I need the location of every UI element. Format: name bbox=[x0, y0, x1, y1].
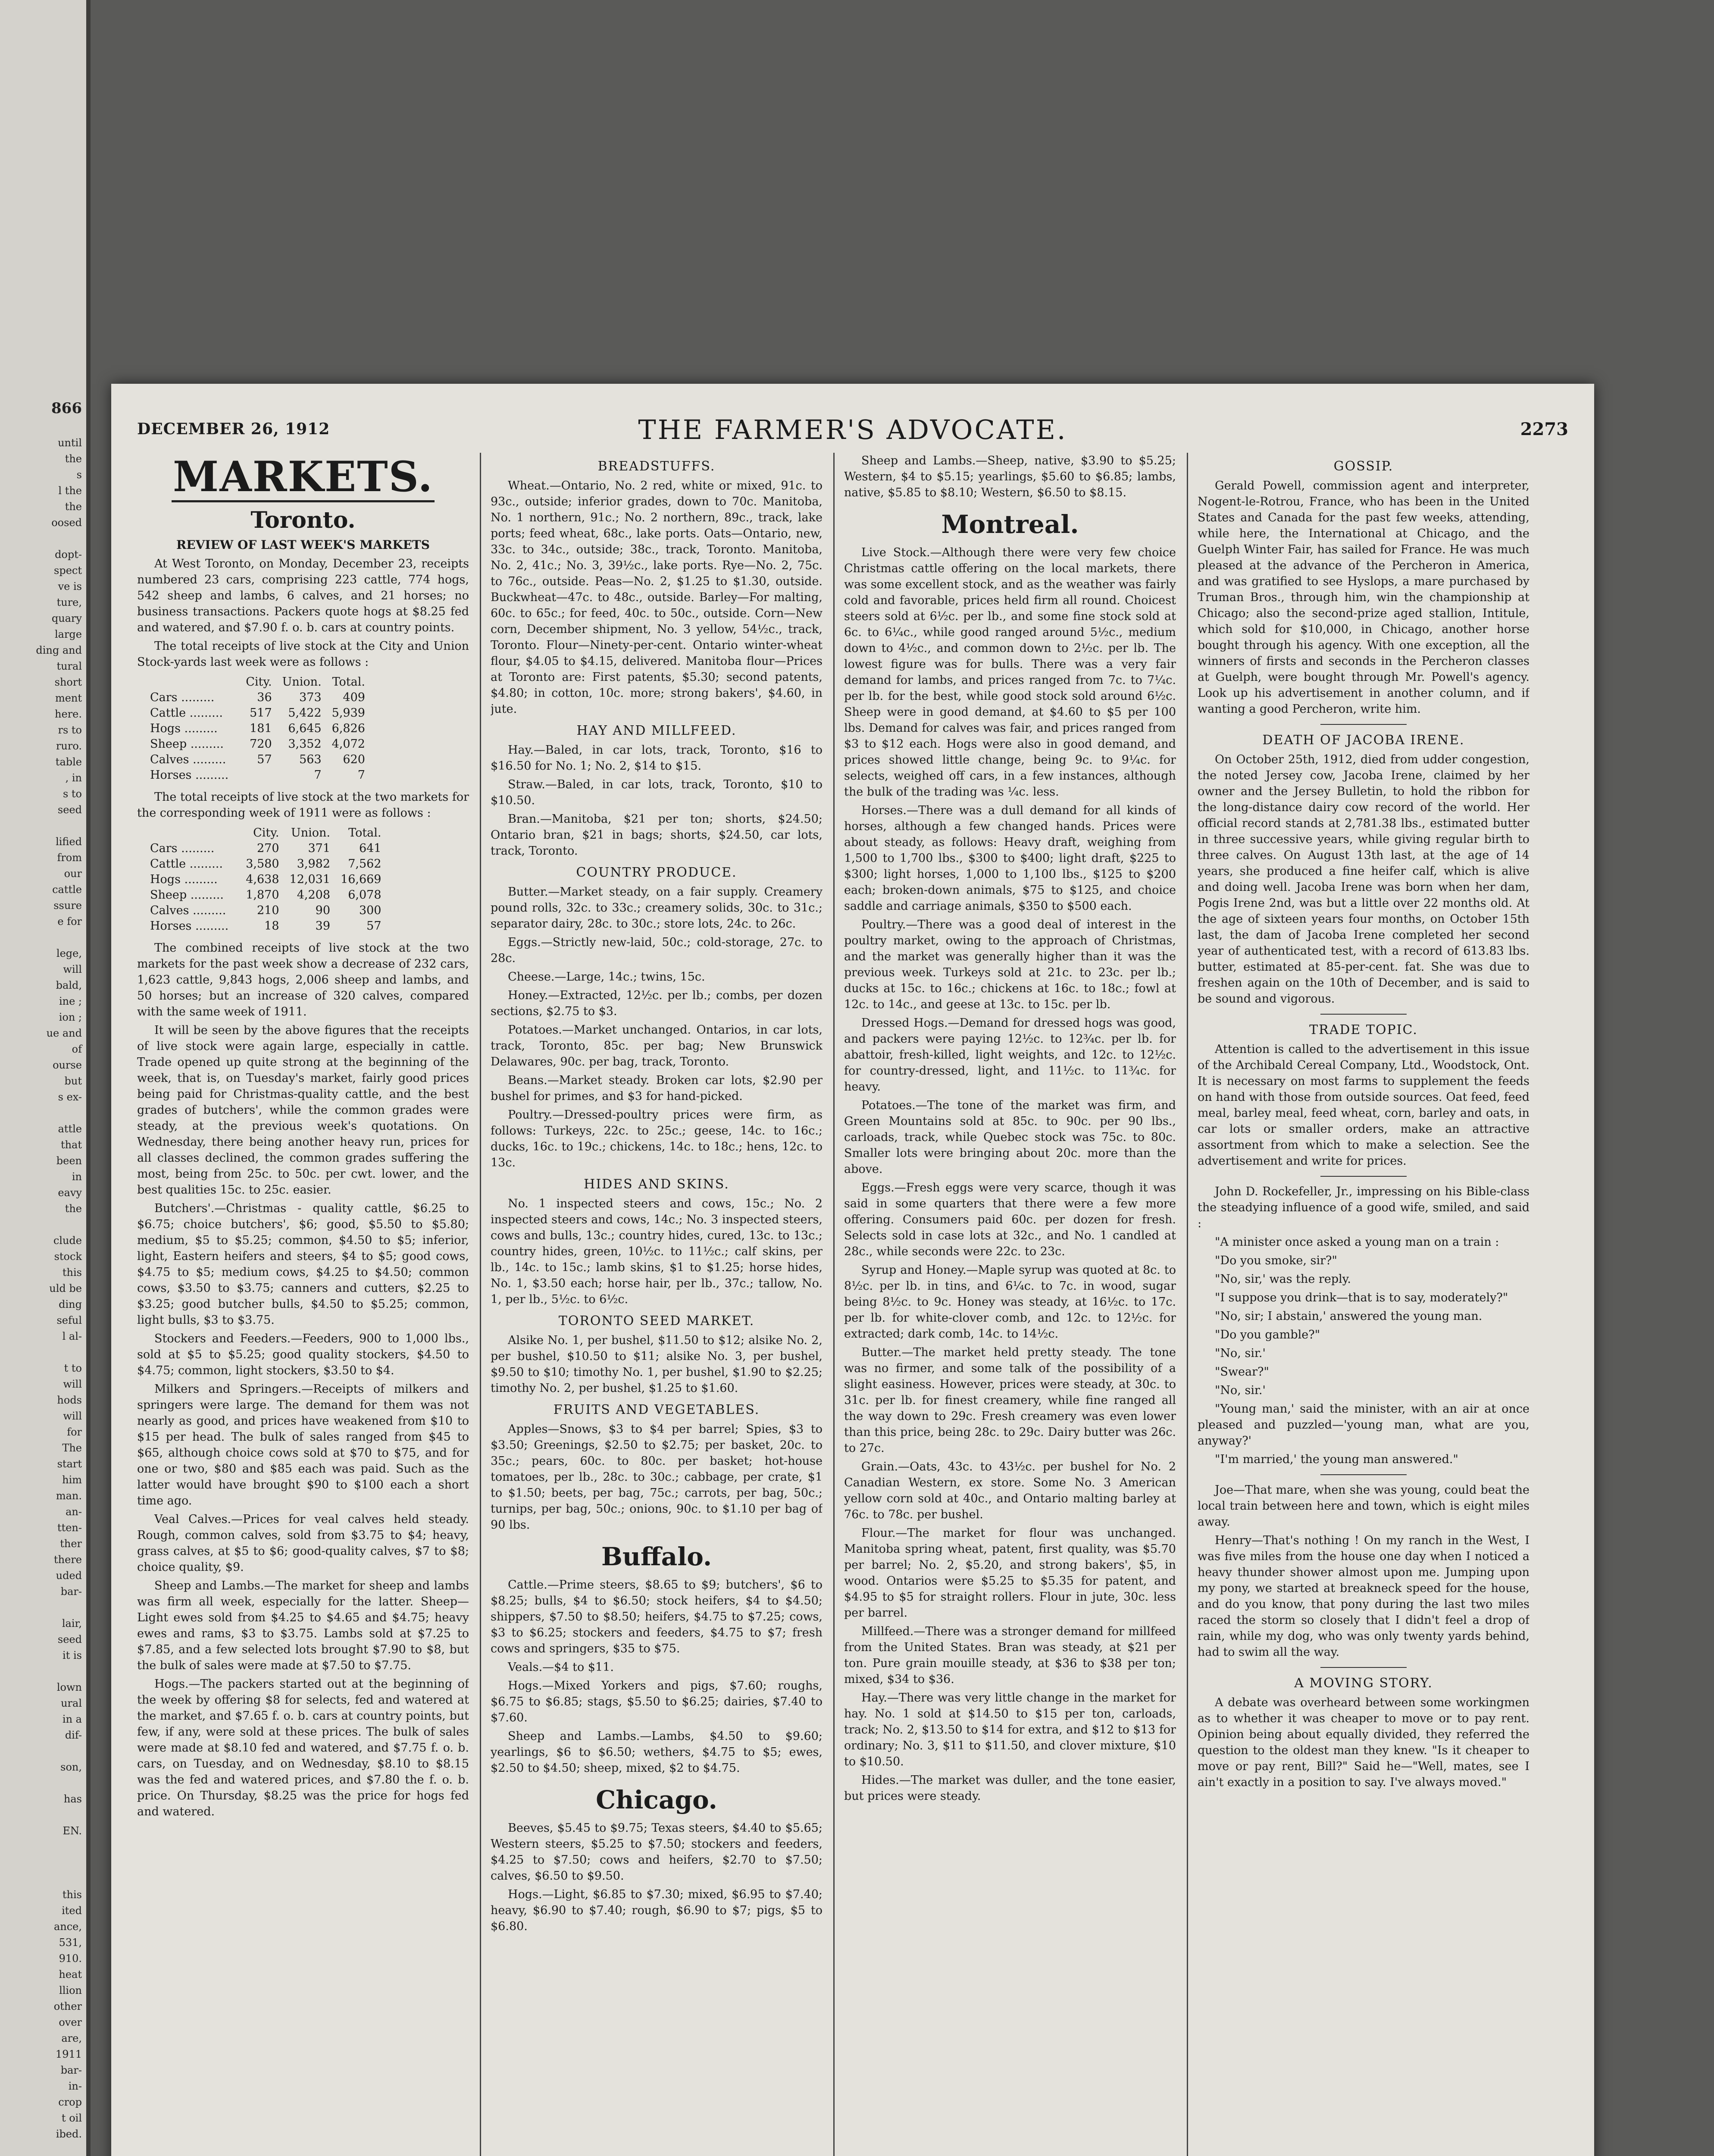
facing-page-fragment: tural bbox=[56, 660, 82, 672]
facing-page-fragment: been bbox=[56, 1155, 82, 1167]
city-heading-montreal: Montreal. bbox=[941, 510, 1079, 539]
issue-date: DECEMBER 26, 1912 bbox=[137, 420, 330, 438]
article-paragraph: Horses.—There was a dull demand for all kinds of horses, although a few changed hands. Prices were about steady, as follows: Heavy draft, weighing from 1,500 to 1,700 lbs., $300 to $400; light draft, $225 to $300; light horses, 1,000 to 1,100 lbs., $125 to $200 each; broken-down animals, $75 to $125, and choice saddle and carriage animals, $350 to $500 each. bbox=[844, 804, 1176, 913]
row-label: Horses ......... bbox=[150, 919, 229, 933]
article-paragraph: Veal Calves.—Prices for veal calves held steady. Rough, common calves, sold from $3.75 to $4; heavy, grass calves, at $5 to $6; good-quality calves, $7 to $8; choice quality, $9. bbox=[137, 1513, 469, 1574]
row-label: Cars ......... bbox=[150, 691, 215, 704]
facing-page-fragment: will bbox=[63, 963, 82, 975]
article-paragraph: Milkers and Springers.—Receipts of milkers and springers were large. The demand for them was not nearly as good, and prices have weakened from $10 to $15 per head. The bulk of sales ranged from $45 to $65, although choice cows sold at $70 to $75, and for one or two, $80 and $85 each was paid. Such as the latter would have brought $90 to $100 each a short time ago. bbox=[137, 1382, 469, 1507]
facing-page-fragment: has bbox=[63, 1793, 82, 1805]
article-paragraph: Honey.—Extracted, 12½c. per lb.; combs, per dozen sections, $2.75 to $3. bbox=[491, 989, 823, 1018]
cell: 270 bbox=[256, 842, 279, 855]
facing-page-fragment: short bbox=[54, 676, 82, 688]
cell bbox=[246, 768, 282, 783]
cell: 18 bbox=[264, 919, 279, 933]
facing-page-fragment: seed bbox=[57, 804, 82, 816]
article-paragraph: Beans.—Market steady. Broken car lots, $2.90 per bushel for primes, and $3 for hand-picked. bbox=[491, 1074, 823, 1103]
facing-page-fragment: The bbox=[62, 1442, 82, 1454]
facing-page-fragment: crop bbox=[58, 2096, 82, 2108]
row-label: Cattle ......... bbox=[150, 857, 223, 871]
cell: 6,826 bbox=[332, 722, 365, 735]
facing-page-fragment: ine ; bbox=[59, 995, 82, 1007]
article-paragraph: Live Stock.—Although there were very few choice Christmas cattle offering on the local markets, there was some excellent stock, and as the weather was fairly cold and favorable, prices held firm all round. Choicest steers sold at 6½c. per lb., and some fine stock sold at 6c. to 6¼c., while good ranged around 5½c., medium down to 4½c., and common down to 2½c. per lb. The lowest figure was for bulls. There was a very fair demand for lambs, and prices ranged from 7c. to 7¼c. per lb. for the best, while good stock sold around 6½c. Sheep were in good demand, at $4.60 to $5 per 100 lbs. Demand for calves was fair, and prices ranged from $3 to $12 each. Hogs were also in good demand, and prices showed little change, being 9c. to 9¼c. for selects, weighed off cars, in a few instances, although the bulk of the trading was ¼c. less. bbox=[844, 546, 1176, 799]
receipts-intro: The total receipts of live stock at the City and Union Stock-yards last week were as follows : bbox=[137, 639, 469, 669]
article-paragraph: Alsike No. 1, per bushel, $11.50 to $12; alsike No. 2, per bushel, $10.50 to $11; alsike No. 3, per bushel, $9.50 to $10; timothy No. 1, per bushel, $1.90 to $2.25; timothy No. 2, per bushel, $1.25 to $1.60. bbox=[491, 1334, 823, 1395]
cell: 620 bbox=[343, 753, 365, 766]
article-paragraph: Hogs.—Light, $6.85 to $7.30; mixed, $6.95 to $7.40; heavy, $6.90 to $7.40; rough, $6.90 to $7; pigs, $5 to $6.80. bbox=[491, 1888, 823, 1933]
article-paragraph: Sheep and Lambs.—Sheep, native, $3.90 to $5.25; Western, $4 to $5.15; yearlings, $5.60 to $6.85; lambs, native, $5.85 to $8.10; Western, $6.50 to $8.15. bbox=[844, 454, 1176, 499]
facing-page-fragment: oosed bbox=[51, 517, 82, 529]
facing-page-fragment: s bbox=[76, 469, 82, 481]
article-paragraph: Gerald Powell, commission agent and interpreter, Nogent-le-Rotrou, France, who has been in the United States and Canada for the past few weeks, attending, while here, the International at Chicago, and the Guelph Winter Fair, has sailed for France. He was much pleased at the advance of the Percheron in America, and was gratified to see Hyslops, a mare purchased by Truman Bros., through him, win the championship at Chicago; also the second-prize aged stallion, Intitule, which sold for $10,000, in Chicago, another horse bought through his agency. With one exception, all the winners of firsts and seconds in the Percheron classes at Guelph, were bought through Mr. Powell's agency. Look up his advertisement in another column, and if wanting a good Percheron, write him. bbox=[1198, 479, 1529, 716]
facing-page-fragment: will bbox=[63, 1410, 82, 1422]
dialogue-line: "Young man,' said the minister, with an air at once pleased and puzzled—'young man, what are you, anyway?' bbox=[1198, 1402, 1529, 1448]
row-label: Cattle ......... bbox=[150, 706, 223, 720]
facing-page-fragment: cattle bbox=[52, 884, 82, 896]
facing-page-fragment: an- bbox=[66, 1506, 82, 1518]
table-row bbox=[150, 903, 392, 918]
page-number: 2273 bbox=[1520, 419, 1568, 439]
table-row bbox=[150, 705, 375, 721]
row-label: Hogs ......... bbox=[150, 873, 218, 886]
cell: 12,031 bbox=[289, 873, 331, 886]
facing-page-fragment: lege, bbox=[56, 947, 82, 959]
section-heading-trade: TRADE TOPIC. bbox=[1309, 1022, 1418, 1037]
facing-page-fragment: s ex- bbox=[58, 1091, 82, 1103]
facing-page-fragment: spect bbox=[54, 564, 82, 577]
facing-page-fragment: ibed. bbox=[56, 2128, 82, 2140]
cell: 3,982 bbox=[297, 857, 331, 871]
table-row bbox=[150, 856, 392, 872]
facing-page-fragment: hods bbox=[57, 1394, 82, 1406]
article-paragraph: Veals.—$4 to $11. bbox=[508, 1661, 614, 1674]
article-paragraph: Poultry.—Dressed-poultry prices were firm, as follows: Turkeys, 22c. to 25c.; geese, 14c. to 16c.; ducks, 16c. to 19c.; chickens, 14c. to 18c.; hens, 12c. to 13c. bbox=[491, 1108, 823, 1169]
section-heading-hides: HIDES AND SKINS. bbox=[584, 1177, 729, 1192]
facing-page-fragment: over bbox=[59, 2016, 82, 2028]
facing-page-fragment: ue and bbox=[46, 1027, 82, 1039]
article-paragraph: Apples—Snows, $3 to $4 per barrel; Spies, $3 to $3.50; Greenings, $2.50 to $2.75; per basket, 20c. to 35c.; pears, 60c. to 80c. per basket; hot-house tomatoes, per lb., 28c. to 30c.; cabbage, per crate, $1 to $1.50; beets, per bag, 75c.; carrots, per bag, 50c.; turnips, per bag, 50c.; onions, 90c. to $1.10 per bag of 90 lbs. bbox=[491, 1423, 823, 1532]
facing-page-fragment: in a bbox=[62, 1713, 82, 1725]
column-markets-toronto bbox=[137, 453, 469, 2156]
city-heading-buffalo: Buffalo. bbox=[601, 1542, 712, 1571]
divider bbox=[1320, 1014, 1407, 1015]
section-heading-moving: A MOVING STORY. bbox=[1294, 1676, 1433, 1691]
facing-page-fragment: the bbox=[65, 501, 82, 513]
table-row bbox=[150, 872, 392, 887]
cell: 300 bbox=[359, 904, 382, 917]
article-paragraph: Sheep and Lambs.—The market for sheep and lambs was firm all week, especially for the latter. Sheep—Light ewes sold from $4.25 to $4.65 and $4.75; heavy ewes and rams, $3 to $3.75. Lambs sold at $7.25 to $7.85, and a few selected lots brought $7.90 to $8, but the bulk of sales were made at $7.50 to $7.75. bbox=[137, 1579, 469, 1672]
facing-page-fragment: lified bbox=[56, 836, 82, 848]
article-paragraph: A debate was overheard between some workingmen as to whether it was cheaper to move or to pay rent. Opinion being about equally divided, they referred the question to the oldest man they knew. "Is it cheaper to move or pay rent, Bill?" Said he—"Well, mates, see I ain't exactly in a position to say. I've always moved." bbox=[1198, 1696, 1529, 1789]
article-paragraph: Beeves, $5.45 to $9.75; Texas steers, $4.40 to $5.65; Western steers, $5.25 to $7.50; stockers and feeders, $4.25 to $7.50; cows and heifers, $2.70 to $7.50; calves, $6.50 to $9.50. bbox=[491, 1821, 823, 1883]
facing-page-fragment: dopt- bbox=[55, 548, 82, 561]
row-label: Calves ......... bbox=[150, 904, 226, 917]
cell: 5,422 bbox=[288, 706, 322, 720]
cell: 373 bbox=[299, 691, 322, 704]
dialogue-line: "I suppose you drink—that is to say, moderately?" bbox=[1215, 1291, 1508, 1304]
table-row bbox=[150, 918, 392, 934]
table-header bbox=[150, 825, 246, 841]
facing-page-fragment: lown bbox=[56, 1681, 82, 1693]
dialogue-line: "No, sir.' bbox=[1215, 1384, 1266, 1397]
facing-page-fragment: man. bbox=[56, 1490, 82, 1502]
article-paragraph: Wheat.—Ontario, No. 2 red, white or mixed, 91c. to 93c., outside; inferior grades, down to 70c. Manitoba, No. 1 northern, 91c.; No. 2 northern, 89c., track, lake ports; feed wheat, 68c., lake ports. Oats—Ontario, new, 33c. to 34c., outside; 38c., track, Toronto. Manitoba, No. 2, 41c.; No. 3, 39½c., lake ports. Rye—No. 2, 75c. to 76c., outside. Peas—No. 2, $1.25 to $1.30, outside. Buckwheat—47c. to 48c., outside. Barley—For malting, 60c. to 65c.; for feed, 40c. to 50c., outside. Corn—New corn, December shipment, No. 3 yellow, 54½c., track, Toronto. Flour—Ninety-per-cent. Ontario winter-wheat flour, $4.05 to $4.15, delivered. Manitoba flour—Prices at Toronto are: First patents, $5.30; second patents, $4.80; in cotton, 10c. more; strong bakers', $4.60, in jute. bbox=[491, 479, 823, 716]
table-row bbox=[150, 690, 375, 705]
dialogue-line: "No, sir.' bbox=[1215, 1347, 1266, 1360]
facing-page-fragment: ther bbox=[60, 1538, 82, 1550]
dialogue-line: "A minister once asked a young man on a train : bbox=[1215, 1235, 1499, 1249]
facing-page-fragment: dif- bbox=[65, 1729, 82, 1741]
article-paragraph: Dressed Hogs.—Demand for dressed hogs was good, and packers were paying 12½c. to 12¾c. per lb. for abattoir, fresh-killed, light weights, and 12c. to 12½c. for country-dressed, light, and 11½c. to 11¾c. for heavy. bbox=[844, 1016, 1176, 1094]
facing-page-fragment: for bbox=[67, 1426, 82, 1438]
article-paragraph: No. 1 inspected steers and cows, 15c.; No. 2 inspected steers and cows, 14c.; No. 3 inspected steers, cows and bulls, 13c.; country hides, cured, 13c. to 13c.; country hides, green, 10½c. to 11½c.; calf skins, per lb., 14c. to 15c.; lamb skins, $1 to $1.25; horse hides, No. 1, $3.50 each; horse hair, per lb., 37c.; tallow, No. 1, per lb., 5½c. to 6½c. bbox=[491, 1197, 823, 1306]
facing-page bbox=[0, 0, 91, 2156]
facing-page-fragment: ment bbox=[55, 692, 82, 704]
cell: 720 bbox=[250, 737, 272, 751]
facing-page-fragment: in bbox=[72, 1171, 82, 1183]
table-row bbox=[150, 721, 375, 736]
cell: 641 bbox=[359, 842, 382, 855]
row-label: Cars ......... bbox=[150, 842, 215, 855]
section-heading-hay: HAY AND MILLFEED. bbox=[576, 723, 737, 738]
facing-page-fragment: eavy bbox=[58, 1187, 82, 1199]
column-rule bbox=[480, 453, 481, 2156]
receipts-table-1912 bbox=[150, 674, 375, 783]
facing-page-fragment: seed bbox=[57, 1633, 82, 1645]
cell: 371 bbox=[308, 842, 331, 855]
facing-page-fragment: heat bbox=[59, 1968, 82, 1981]
cell: 210 bbox=[256, 904, 279, 917]
article-paragraph: Henry—That's nothing ! On my ranch in the West, I was five miles from the house one day when I noticed a heavy thunder shower almost upon me. Jumping upon my pony, we started at breakneck speed for the house, and do you know, that pony during the last two miles raced the storm so closely that I didn't feel a drop of rain, while my dog, who was only twenty yards behind, had to swim all the way. bbox=[1198, 1534, 1529, 1659]
facing-page-fragment: it is bbox=[63, 1649, 82, 1661]
table-row bbox=[150, 841, 392, 856]
facing-page-fragment: e for bbox=[57, 915, 82, 928]
article-paragraph: Hay.—There was very little change in the market for hay. No. 1 sold at $14.50 to $15 per ton, carloads, track; No. 2, $13.50 to $14 for extra, and $12 to $13 for ordinary; No. 3, $11 to $11.50, and clover mixture, $10 to $10.50. bbox=[844, 1691, 1176, 1768]
facing-page-fragment: are, bbox=[61, 2032, 82, 2044]
intro-paragraph: At West Toronto, on Monday, December 23, receipts numbered 23 cars, comprising 223 cattle, 774 hogs, 542 sheep and lambs, 6 calves, and 21 horses; no business transactions. Packers quote hogs at $8.25 fed and watered, and $7.90 f. o. b. cars at country points. bbox=[137, 557, 469, 634]
facing-page-fragment: uded bbox=[56, 1570, 82, 1582]
section-heading-breadstuffs: BREADSTUFFS. bbox=[597, 459, 716, 474]
dialogue-line: "No, sir,' was the reply. bbox=[1215, 1272, 1351, 1286]
dialogue-line: "No, sir; I abstain,' answered the young man. bbox=[1215, 1310, 1483, 1323]
facing-page-fragment: here. bbox=[55, 708, 82, 720]
facing-page-fragment: clude bbox=[53, 1235, 82, 1247]
facing-page-fragment: until bbox=[58, 437, 82, 449]
cell: 4,638 bbox=[246, 873, 279, 886]
table-header bbox=[150, 674, 246, 690]
article-paragraph: Sheep and Lambs.—Lambs, $4.50 to $9.60; yearlings, $6 to $6.50; wethers, $4.75 to $5; ewes, $2.50 to $4.50; sheep, mixed, $2 to $4.75. bbox=[491, 1730, 823, 1775]
table-row bbox=[150, 736, 375, 752]
facing-page-fragment: rs to bbox=[58, 724, 82, 736]
cell: 181 bbox=[250, 722, 272, 735]
dialogue-line: "Do you smoke, sir?" bbox=[1215, 1254, 1337, 1267]
column-montreal bbox=[844, 453, 1176, 2156]
facing-page-fragment: of bbox=[72, 1043, 82, 1055]
section-heading-produce: COUNTRY PRODUCE. bbox=[576, 865, 737, 880]
facing-page-fragment: ourse bbox=[53, 1059, 82, 1071]
table-header: Total. bbox=[332, 675, 365, 689]
facing-page-fragment: bald, bbox=[56, 979, 82, 991]
article-paragraph: Eggs.—Strictly new-laid, 50c.; cold-storage, 27c. to 28c. bbox=[491, 936, 823, 965]
section-heading-seed: TORONTO SEED MARKET. bbox=[558, 1313, 755, 1329]
dialogue-line: "I'm married,' the young man answered." bbox=[1215, 1453, 1458, 1466]
column-rule bbox=[1187, 453, 1188, 2156]
table-header: City. bbox=[246, 675, 272, 689]
facing-page-fragment: uld be bbox=[49, 1282, 82, 1294]
article-paragraph: Cattle.—Prime steers, $8.65 to $9; butchers', $6 to $8.25; bulls, $4 to $6.50; stock heifers, $4 to $4.50; shippers, $7.50 to $8.50; heifers, $4.75 to $7.25; cows, $3 to $6.25; stockers and feeders, $4.75 to $7; fresh cows and springers, $35 to $75. bbox=[491, 1578, 823, 1655]
page-header bbox=[137, 410, 1568, 448]
article-paragraph: Syrup and Honey.—Maple syrup was quoted at 8c. to 8½c. per lb. in tins, and 6¼c. to 7c. in wood, sugar being 8½c. to 9c. Honey was steady, at 16½c. to 17c. per lb. for white-clover comb, and 12c. to 12½c. for extracted; dark comb, 14c. to 14½c. bbox=[844, 1263, 1176, 1341]
article-paragraph: Butter.—The market held pretty steady. The tone was no firmer, and some talk of the possibility of a slight easiness. However, prices were steady, at 30c. to 31c. per lb. for finest creamery, while fine ranged all the way down to 29c. Fresh creamery was even lower than this price, being 28c. to 29c. Dairy butter was 26c. to 27c. bbox=[844, 1346, 1176, 1455]
facing-page-fragment: son, bbox=[60, 1761, 82, 1773]
review-heading: REVIEW OF LAST WEEK'S MARKETS bbox=[176, 538, 430, 552]
facing-page-fragment: but bbox=[64, 1075, 82, 1087]
cell: 3,580 bbox=[246, 857, 279, 871]
facing-page-fragment: t to bbox=[64, 1362, 82, 1374]
section-heading-gossip: GOSSIP. bbox=[1333, 459, 1394, 474]
cell: 16,669 bbox=[341, 873, 382, 886]
city-heading-chicago: Chicago. bbox=[596, 1785, 717, 1814]
table-header: Total. bbox=[348, 826, 382, 840]
divider bbox=[1320, 1176, 1407, 1177]
article-paragraph: Eggs.—Fresh eggs were very scarce, though it was said in some quarters that there were a few more offering. Consumers paid 60c. per dozen for fresh. Selects sold in case lots at 32c., and No. 1 candled at 28c., while seconds were 22c. to 23c. bbox=[844, 1181, 1176, 1258]
cell: 57 bbox=[366, 919, 382, 933]
section-heading-fruits: FRUITS AND VEGETABLES. bbox=[553, 1402, 760, 1417]
facing-page-fragment: him bbox=[62, 1474, 82, 1486]
cell: 7 bbox=[357, 768, 365, 782]
article-paragraph: Cheese.—Large, 14c.; twins, 15c. bbox=[508, 970, 705, 984]
cell: 4,072 bbox=[332, 737, 365, 751]
facing-page-fragment: this bbox=[62, 1266, 82, 1279]
receipts-table-1911 bbox=[150, 825, 392, 934]
cell: 5,939 bbox=[332, 706, 365, 720]
article-paragraph: Potatoes.—The tone of the market was firm, and Green Mountains sold at 85c. to 90c. per 90 lbs., carloads, track, while Quebec stock was 75c. to 80c. Smaller lots were bringing about 20c. more than the above. bbox=[844, 1099, 1176, 1176]
facing-page-fragment: in- bbox=[68, 2080, 82, 2092]
facing-page-number: 866 bbox=[51, 400, 82, 417]
facing-page-fragment: 910. bbox=[59, 1952, 82, 1965]
article-paragraph: The combined receipts of live stock at the two markets for the past week show a decrease of 232 cars, 1,623 cattle, 9,843 hogs, 2,006 sheep and lambs, and 50 horses; but an increase of 320 calves, compared with the same week of 1911. bbox=[137, 941, 469, 1018]
row-label: Calves ......... bbox=[150, 753, 226, 766]
article-paragraph: Hogs.—The packers started out at the beginning of the week by offering $8 for selects, fed and watered at the market, and $7.65 f. o. b. cars at country points, but few, if any, were sold at these prices. The bulk of sales were made at $8.10 fed and watered, and $7.75 f. o. b. cars, on Tuesday, and on Wednesday, $8.10 to $8.15 was the fed and watered prices, and $7.80 the f. o. b. price. On Thursday, $8.25 was the price for hogs fed and watered. bbox=[137, 1677, 469, 1818]
cell: 7,562 bbox=[348, 857, 382, 871]
facing-page-fragment: 1911 bbox=[55, 2048, 82, 2060]
article-paragraph: Hay.—Baled, in car lots, track, Toronto, $16 to $16.50 for No. 1; No. 2, $14 to $15. bbox=[491, 743, 823, 773]
column-gossip bbox=[1198, 453, 1529, 2156]
facing-page-fragment: our bbox=[64, 868, 82, 880]
newspaper-page bbox=[111, 384, 1594, 2156]
divider bbox=[1320, 1474, 1407, 1475]
facing-page-fragment: ruro. bbox=[56, 740, 82, 752]
facing-page-fragment: large bbox=[54, 628, 82, 640]
cell: 4,208 bbox=[297, 888, 331, 902]
facing-page-fragment: start bbox=[57, 1458, 82, 1470]
cell: 1,870 bbox=[246, 888, 279, 902]
article-paragraph: Hides.—The market was duller, and the tone easier, but prices were steady. bbox=[844, 1774, 1176, 1803]
facing-page-fragment: , in bbox=[65, 772, 82, 784]
cell: 57 bbox=[257, 753, 272, 766]
column-rule bbox=[833, 453, 835, 2156]
facing-page-fragment: ture, bbox=[56, 596, 82, 608]
facing-page-fragment: the bbox=[65, 453, 82, 465]
article-paragraph: Poultry.—There was a good deal of interest in the poultry market, owing to the approach of Christmas, and the market was generally higher than it was the previous week. Turkeys sold at 21c. to 23c. per lb.; ducks at 15c. to 16c.; chickens at 16c. to 18c.; fowl at 12c. to 14c., and geese at 13c. to 15c. per lb. bbox=[844, 918, 1176, 1011]
city-heading-toronto: Toronto. bbox=[250, 507, 356, 533]
cell: 409 bbox=[343, 691, 365, 704]
row-label: Horses ......... bbox=[150, 768, 229, 782]
row-label: Sheep ......... bbox=[150, 737, 224, 751]
article-paragraph: Joe—That mare, when she was young, could beat the local train between here and town, which is eight miles away. bbox=[1198, 1483, 1529, 1529]
facing-page-fragment: from bbox=[57, 852, 82, 864]
cell: 90 bbox=[315, 904, 331, 917]
facing-page-fragment: EN. bbox=[63, 1825, 82, 1837]
facing-page-fragment: ve is bbox=[58, 580, 82, 592]
article-paragraph: Flour.—The market for flour was unchanged. Manitoba spring wheat, patent, first quality, was $5.70 per barrel; No. 2, $5.20, and strong bakers', $5, in wood. Ontarios were $5.25 to $5.35 for patent, and $4.95 to $5 for straight rollers. Flour in jute, 30c. less per barrel. bbox=[844, 1526, 1176, 1620]
table-row bbox=[150, 887, 392, 903]
facing-page-fragment: stock bbox=[54, 1250, 82, 1263]
article-paragraph: Potatoes.—Market unchanged. Ontarios, in car lots, track, Toronto, 85c. per bag; New Brunswick Delawares, 90c. per bag, track, Toronto. bbox=[491, 1023, 823, 1069]
facing-page-fragment: this bbox=[62, 1889, 82, 1901]
article-paragraph: Butchers'.—Christmas - quality cattle, $6.25 to $6.75; choice butchers', $6; good, $5.50 to $5.80; medium, $5 to $5.25; common, $4.50 to $5; inferior, light, Eastern heifers and steers, $4 to $5; good cows, $4.75 to $5; medium cows, $4.25 to $4.50; common cows, $3.50 to $3.75; canners and cutters, $2.25 to $3.25; good butcher bulls, $4.50 to $5.25; common, light bulls, $3 to $3.75. bbox=[137, 1202, 469, 1327]
article-paragraph: On October 25th, 1912, died from udder congestion, the noted Jersey cow, Jacoba Irene, claimed by her owner and the Jersey Bulletin, to hold the ribbon for the long-distance dairy cow record of the world. Her official record stands at 2,781.38 lbs., estimated butter in three successive years, while giving regular birth to three calves. On August 13th last, at the age of 14 years, she produced a fine heifer calf, which is alive and doing well. Jacoba Irene was born when her dam, Pogis Irene 2nd, was but a little over 22 months old. At the age of sixteen years four months, on October 15th last, the dam of Jacoba Irene completed her second year of authenticated test, with a record of 613.83 lbs. butter, estimated at 85-per-cent. fat. She was due to freshen again on the 10th of December, and is said to be sound and vigorous. bbox=[1198, 753, 1529, 1006]
facing-page-fragment: will bbox=[63, 1378, 82, 1390]
article-paragraph: Straw.—Baled, in car lots, track, Toronto, $10 to $10.50. bbox=[491, 778, 823, 807]
section-heading-death: DEATH OF JACOBA IRENE. bbox=[1262, 733, 1465, 748]
table-header: Union. bbox=[291, 826, 331, 840]
article-paragraph: Attention is called to the advertisement in this issue of the Archibald Cereal Company, Ltd., Woodstock, Ont. It is necessary on most farms to supplement the feeds on hand with those from outside sources. Oat feed, feed meal, barley meal, feed wheat, corn, barley and oats, in car lots or smaller orders, make an attractive assortment from which to make a selection. See the advertisement and write for prices. bbox=[1198, 1043, 1529, 1168]
cell: 7 bbox=[314, 768, 322, 782]
comparison-intro: The total receipts of live stock at the two markets for the corresponding week of 1911 were as follows : bbox=[137, 790, 469, 820]
facing-page-fragment: other bbox=[53, 2000, 82, 2012]
facing-page-fragment: ural bbox=[61, 1697, 82, 1709]
table-row bbox=[150, 768, 375, 783]
column-produce bbox=[491, 453, 823, 2156]
dialogue-line: "Do you gamble?" bbox=[1215, 1328, 1320, 1341]
cell: 6,645 bbox=[288, 722, 322, 735]
article-paragraph: Millfeed.—There was a stronger demand for millfeed from the United States. Bran was steady, at $21 per ton. Pure grain mouille steady, at $36 to $38 per ton; mixed, $34 to $36. bbox=[844, 1625, 1176, 1686]
facing-page-fragment: ssure bbox=[53, 899, 82, 912]
facing-page-fragment: ion ; bbox=[59, 1011, 82, 1023]
divider bbox=[1320, 1667, 1407, 1668]
cell: 3,352 bbox=[288, 737, 322, 751]
cell: 517 bbox=[250, 706, 272, 720]
article-paragraph: Bran.—Manitoba, $21 per ton; shorts, $24.50; Ontario bran, $21 in bags; shorts, $24.50, car lots, track, Toronto. bbox=[491, 812, 823, 858]
facing-page-fragment: lair, bbox=[62, 1617, 82, 1630]
cell: 6,078 bbox=[348, 888, 382, 902]
facing-page-fragment: quary bbox=[51, 612, 82, 624]
facing-page-fragment: s to bbox=[63, 788, 82, 800]
facing-page-fragment: that bbox=[60, 1139, 82, 1151]
facing-page-fragment: bar- bbox=[60, 2064, 82, 2076]
facing-page-fragment: llion bbox=[59, 1984, 82, 1996]
facing-page-fragment: 531, bbox=[59, 1937, 82, 1949]
facing-page-fragment: l al- bbox=[62, 1330, 82, 1342]
cell: 36 bbox=[257, 691, 272, 704]
row-label: Sheep ......... bbox=[150, 888, 224, 902]
row-label: Hogs ......... bbox=[150, 722, 218, 735]
facing-page-fragment: tten- bbox=[57, 1522, 82, 1534]
table-header: Union. bbox=[282, 675, 322, 689]
article-paragraph: John D. Rockefeller, Jr., impressing on his Bible-class the steadying influence of a good wife, smiled, and said : bbox=[1198, 1185, 1529, 1230]
cell: 563 bbox=[299, 753, 322, 766]
facing-page-fragment: seful bbox=[56, 1314, 82, 1326]
facing-page-fragment: there bbox=[54, 1554, 82, 1566]
facing-page-fragment: ited bbox=[62, 1905, 82, 1917]
divider bbox=[1320, 724, 1407, 725]
facing-page-fragment: bar- bbox=[60, 1586, 82, 1598]
facing-page-fragment: the bbox=[65, 1203, 82, 1215]
facing-page-fragment: ding and bbox=[36, 644, 82, 656]
article-paragraph: Hogs.—Mixed Yorkers and pigs, $7.60; roughs, $6.75 to $6.85; stags, $5.50 to $6.25; dairies, $7.40 to $7.60. bbox=[491, 1679, 823, 1724]
article-paragraph: It will be seen by the above figures that the receipts of live stock were again large, especially in cattle. Trade opened up quite strong at the beginning of the week, that is, on Tuesday's market, fairly good prices being paid for Christmas-quality cattle, and the best grades of butchers', while the common grades were steady, at the previous week's quotations. On Wednesday, there being another heavy run, prices for all classes declined, the common grades suffering the most, being from 25c. to 50c. per cwt. lower, and the best qualities 15c. to 25c. easier. bbox=[137, 1024, 469, 1197]
table-header: City. bbox=[253, 826, 279, 840]
newspaper-title: THE FARMER'S ADVOCATE. bbox=[638, 414, 1067, 445]
article-paragraph: Grain.—Oats, 43c. to 43½c. per bushel for No. 2 Canadian Western, ex store. Some No. 3 American yellow corn sold at 40c., and Ontario malting barley at 76c. to 78c. per bushel. bbox=[844, 1460, 1176, 1521]
facing-page-fragment: t oil bbox=[61, 2112, 82, 2124]
article-paragraph: Stockers and Feeders.—Feeders, 900 to 1,000 lbs., sold at $5 to $5.25; good quality stockers, $4.50 to $4.75; common, light stockers, $3.50 to $4. bbox=[137, 1332, 469, 1377]
facing-page-fragment: ding bbox=[59, 1298, 82, 1310]
article-paragraph: Butter.—Market steady, on a fair supply. Creamery pound rolls, 32c. to 33c.; creamery solids, 30c. to 31c.; separator dairy, 28c. to 30c.; store lots, 24c. to 26c. bbox=[491, 885, 823, 931]
markets-masthead: MARKETS. bbox=[173, 453, 433, 501]
facing-page-fragment: ance, bbox=[53, 1921, 82, 1933]
table-row bbox=[150, 752, 375, 768]
dialogue-line: "Swear?" bbox=[1215, 1365, 1269, 1379]
facing-page-fragment: l the bbox=[58, 485, 82, 497]
facing-page-fragment: table bbox=[55, 756, 82, 768]
facing-page-fragment: attle bbox=[58, 1123, 82, 1135]
cell: 39 bbox=[315, 919, 331, 933]
